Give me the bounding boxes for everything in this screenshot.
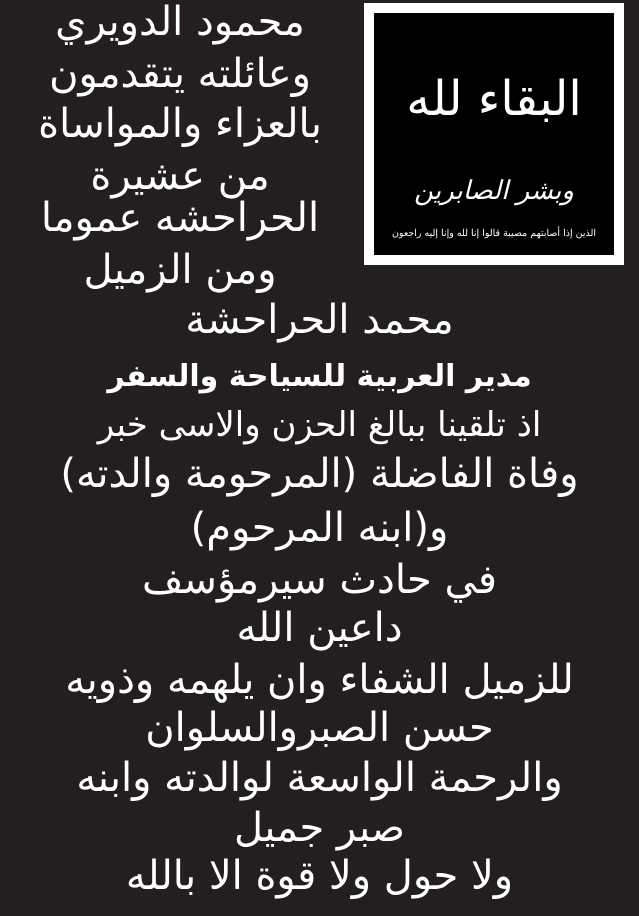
condolence-card xyxy=(364,3,624,265)
card-subtitle: وبشر الصابرين xyxy=(414,176,574,206)
beautiful-patience-line: صبر جميل xyxy=(233,805,406,851)
tribe-intro-line: من عشيرة xyxy=(90,153,270,199)
deceased-mother-line: وفاة الفاضلة (المرحومة والدته) xyxy=(60,451,579,497)
recovery-line: للزميل الشفاء وان يلهمه وذويه xyxy=(65,657,574,703)
sender-name-line: محمود الدويري xyxy=(55,0,305,45)
condolence-line: بالعزاء والمواساة xyxy=(38,101,322,147)
sender-family-line: وعائلته يتقدمون xyxy=(49,51,311,97)
card-title: البقاء لله xyxy=(406,71,582,127)
colleague-title-line: مدير العربية للسياحة والسفر xyxy=(107,359,532,394)
colleague-name-line: محمد الحراحشة xyxy=(185,297,454,343)
patience-line: حسن الصبروالسلوان xyxy=(145,705,494,751)
colleague-intro-line: ومن الزميل xyxy=(83,247,277,293)
accident-line: في حادث سيرمؤسف xyxy=(142,557,497,603)
mercy-line: والرحمة الواسعة لوالدته وابنه xyxy=(76,755,563,801)
condolence-card-inner xyxy=(374,13,614,255)
card-verse: الذين إذا أصابتهم مصيبة قالوا إنا لله وإنا إليه راجعون xyxy=(391,228,597,239)
closing-phrase-line: ولا حول ولا قوة الا بالله xyxy=(125,853,514,899)
tribe-name-line: الحراحشه عموما xyxy=(40,195,320,241)
prayer-intro-line: داعين الله xyxy=(236,605,403,651)
news-line: اذ تلقينا ببالغ الحزن والاسى خبر xyxy=(97,405,542,445)
deceased-son-line: و(ابنه المرحوم) xyxy=(190,505,449,551)
